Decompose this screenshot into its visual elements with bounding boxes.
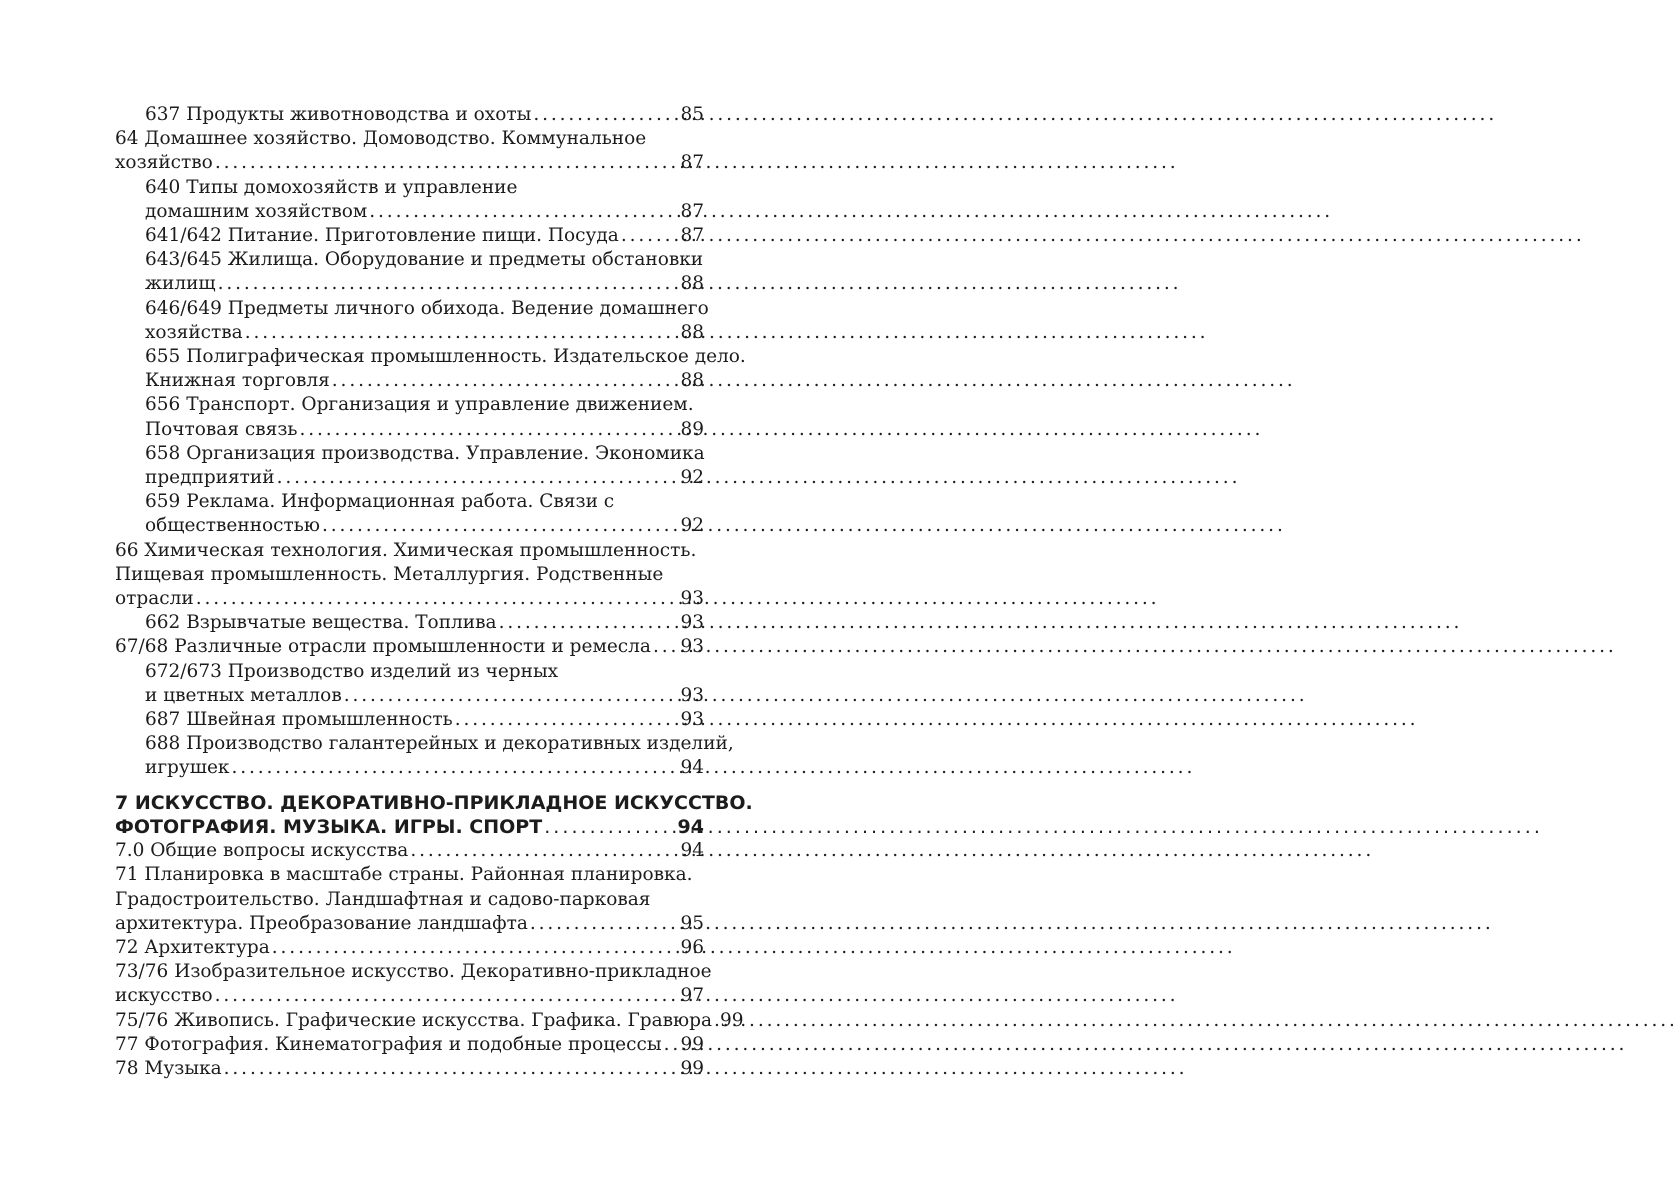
- toc-entry-last-line: [115, 635, 704, 659]
- page-number: 93: [680, 709, 704, 731]
- dot-leader: [664, 1033, 679, 1057]
- toc-entry-title-line: домашним хозяйством: [145, 200, 368, 222]
- toc-entry[interactable]: [115, 345, 746, 393]
- toc-entry[interactable]: [115, 393, 704, 441]
- dot-leader: [369, 200, 678, 224]
- toc-entry-title-line: 662 Взрывчатые вещества. Топлива: [145, 612, 497, 634]
- toc-entry[interactable]: [115, 248, 704, 296]
- page-number: 96: [680, 936, 704, 958]
- toc-entry-title-line: архитектура. Преобразование ландшафта: [115, 912, 528, 934]
- toc-entry-title-line: хозяйство: [115, 152, 213, 174]
- page-number: 92: [680, 515, 704, 537]
- page-number: 88: [680, 273, 704, 295]
- toc-entry-title-line: 75/76 Живопись. Графические искусства. Графика. Гравюра: [115, 1009, 713, 1031]
- toc-entry[interactable]: [115, 442, 704, 490]
- dot-leader: [714, 1009, 718, 1033]
- toc-entry[interactable]: [115, 660, 704, 708]
- toc-entry-last-line: [145, 272, 704, 296]
- dot-leader: [322, 514, 678, 538]
- page-number: 88: [680, 321, 704, 343]
- toc-entry-last-line: [115, 587, 704, 611]
- toc-entry-title-line: 64 Домашнее хозяйство. Домоводство. Коммунальное: [115, 128, 647, 150]
- toc-entry-last-line: [145, 224, 704, 248]
- page-number: 87: [680, 152, 704, 174]
- dot-leader: [215, 984, 679, 1008]
- dot-leader: [277, 466, 679, 490]
- toc-entry-last-line: [115, 839, 704, 863]
- toc-entry-title-line: 71 Планировка в масштабе страны. Районная планировка.: [115, 864, 693, 886]
- page-number: 87: [680, 200, 704, 222]
- toc-entry-title-line: Книжная торговля: [145, 370, 330, 392]
- toc-entry-last-line: [145, 103, 704, 127]
- toc-entry-title-line: 687 Швейная промышленность: [145, 709, 453, 731]
- toc-entry-title-line: жилищ: [145, 273, 216, 295]
- toc-entry-title-line: Градостроительство. Ландшафтная и садово-парковая: [115, 888, 651, 910]
- page-number: 99: [720, 1009, 744, 1031]
- toc-entry-title-line: 688 Производство галантерейных и декоративных изделий,: [145, 733, 734, 755]
- toc-entry-title-line: 659 Реклама. Информационная работа. Связи с: [145, 491, 615, 513]
- toc-entry[interactable]: [115, 839, 704, 863]
- toc-entry[interactable]: [115, 1033, 704, 1057]
- toc-entry-last-line: [115, 1033, 704, 1057]
- page-number: 99: [680, 1033, 704, 1055]
- toc-entry-last-line: [145, 321, 704, 345]
- toc-entry-last-line: [115, 151, 704, 175]
- toc-entry-title-line: искусство: [115, 985, 213, 1007]
- toc-entry-title-line: 67/68 Различные отрасли промышленности и ремесла: [115, 636, 651, 658]
- dot-leader: [231, 756, 678, 780]
- toc-entry[interactable]: [115, 635, 704, 659]
- dot-leader: [621, 224, 679, 248]
- toc-entry-title-line: 73/76 Изобразительное искусство. Декоративно-прикладное: [115, 961, 712, 983]
- toc-entry[interactable]: [115, 176, 704, 224]
- toc-entry[interactable]: [115, 224, 704, 248]
- page-number: 94: [677, 815, 704, 838]
- toc-entry-title-line: 7.0 Общие вопросы искусства: [115, 840, 409, 862]
- toc-entry-title-line: 643/645 Жилища. Оборудование и предметы обстановки: [145, 249, 704, 271]
- toc-entry-last-line: [145, 708, 704, 732]
- toc-entry-title-line: 658 Организация производства. Управление. Экономика: [145, 442, 705, 464]
- toc-entry-title-line: предприятий: [145, 467, 275, 489]
- toc-entry[interactable]: [115, 103, 704, 127]
- page-number: 95: [680, 912, 704, 934]
- toc-entry-title-line: 72 Архитектура: [115, 936, 270, 958]
- toc-entry-last-line: [145, 369, 704, 393]
- toc-entry-title-line: ФОТОГРАФИЯ. МУЗЫКА. ИГРЫ. СПОРТ: [115, 815, 543, 838]
- dot-leader: [533, 103, 678, 127]
- dot-leader: [530, 912, 679, 936]
- toc-entry-title-line: 66 Химическая технология. Химическая промышленность.: [115, 539, 697, 561]
- dot-leader: [455, 708, 679, 732]
- toc-entry-title-line: и цветных металлов: [145, 684, 342, 706]
- toc-entry[interactable]: [115, 960, 712, 1008]
- toc-entry[interactable]: [115, 1057, 704, 1081]
- page-number: 89: [680, 418, 704, 440]
- toc-entry-last-line: [145, 684, 704, 708]
- dot-leader: [544, 815, 675, 839]
- toc-entry[interactable]: [115, 490, 704, 538]
- toc-entry-last-line: [115, 936, 704, 960]
- dot-leader: [215, 151, 679, 175]
- dot-leader: [218, 272, 679, 296]
- toc-entry-last-line: [115, 912, 704, 936]
- page-number: 87: [680, 225, 704, 247]
- page-number: 94: [680, 840, 704, 862]
- page-number: 99: [680, 1057, 704, 1079]
- toc-entry-last-line: [145, 466, 704, 490]
- toc-entry-title-line: игрушек: [145, 757, 230, 779]
- toc-entry-last-line: [145, 756, 704, 780]
- toc-entry-last-line: [115, 1009, 744, 1033]
- toc-entry[interactable]: [115, 791, 753, 839]
- toc-entry[interactable]: [115, 127, 704, 175]
- toc-entry-last-line: [145, 514, 704, 538]
- dot-leader: [196, 587, 679, 611]
- toc-entry-title-line: 655 Полиграфическая промышленность. Издательское дело.: [145, 346, 746, 368]
- toc-entry[interactable]: [115, 732, 734, 780]
- toc-entry-title-line: 77 Фотография. Кинематография и подобные процессы: [115, 1033, 662, 1055]
- toc-entry-title-line: Почтовая связь: [145, 418, 298, 440]
- toc-entry-title-line: 640 Типы домохозяйств и управление: [145, 176, 518, 198]
- dot-leader: [410, 839, 678, 863]
- table-of-contents: [115, 103, 753, 1081]
- toc-entry-last-line: [145, 418, 704, 442]
- dot-leader: [245, 321, 679, 345]
- toc-entry[interactable]: [115, 936, 704, 960]
- toc-entry-title-line: 7 ИСКУССТВО. ДЕКОРАТИВНО-ПРИКЛАДНОЕ ИСКУССТВО.: [115, 791, 753, 814]
- dot-leader: [499, 611, 679, 635]
- toc-entry-title-line: общественностью: [145, 515, 320, 537]
- dot-leader: [224, 1057, 679, 1081]
- dot-leader: [332, 369, 679, 393]
- page-number: 93: [680, 684, 704, 706]
- toc-entry[interactable]: [115, 863, 704, 936]
- toc-entry-title-line: Пищевая промышленность. Металлургия. Родственные: [115, 563, 664, 585]
- page-number: 88: [680, 370, 704, 392]
- toc-entry-last-line: [115, 815, 704, 839]
- toc-entry-title-line: 646/649 Предметы личного обихода. Ведение домашнего: [145, 297, 709, 319]
- dot-leader: [653, 635, 679, 659]
- toc-entry-title-line: 637 Продукты животноводства и охоты: [145, 104, 532, 125]
- toc-entry-last-line: [115, 1057, 704, 1081]
- toc-entry-title-line: 656 Транспорт. Организация и управление движением.: [145, 394, 694, 416]
- toc-entry-last-line: [145, 200, 704, 224]
- toc-entry[interactable]: [115, 1009, 744, 1033]
- dot-leader: [299, 418, 678, 442]
- toc-entry-last-line: [115, 984, 704, 1008]
- dot-leader: [344, 684, 679, 708]
- page-number: 85: [680, 104, 704, 125]
- page-number: 97: [680, 985, 704, 1007]
- toc-entry[interactable]: [115, 708, 704, 732]
- toc-entry-last-line: [145, 611, 704, 635]
- toc-entry[interactable]: [115, 297, 709, 345]
- page-number: 93: [680, 612, 704, 634]
- dot-leader: [272, 936, 679, 960]
- page-number: 92: [680, 467, 704, 489]
- toc-entry-title-line: 672/673 Производство изделий из черных: [145, 660, 559, 682]
- toc-entry-title-line: 78 Музыка: [115, 1057, 222, 1079]
- toc-entry[interactable]: [115, 539, 704, 612]
- page-number: 93: [680, 636, 704, 658]
- page-number: 93: [680, 588, 704, 610]
- toc-entry-title-line: отрасли: [115, 588, 194, 610]
- toc-entry[interactable]: [115, 611, 704, 635]
- page-number: 94: [680, 757, 704, 779]
- toc-entry-title-line: хозяйства: [145, 321, 243, 343]
- toc-entry-title-line: 641/642 Питание. Приготовление пищи. Посуда: [145, 225, 619, 247]
